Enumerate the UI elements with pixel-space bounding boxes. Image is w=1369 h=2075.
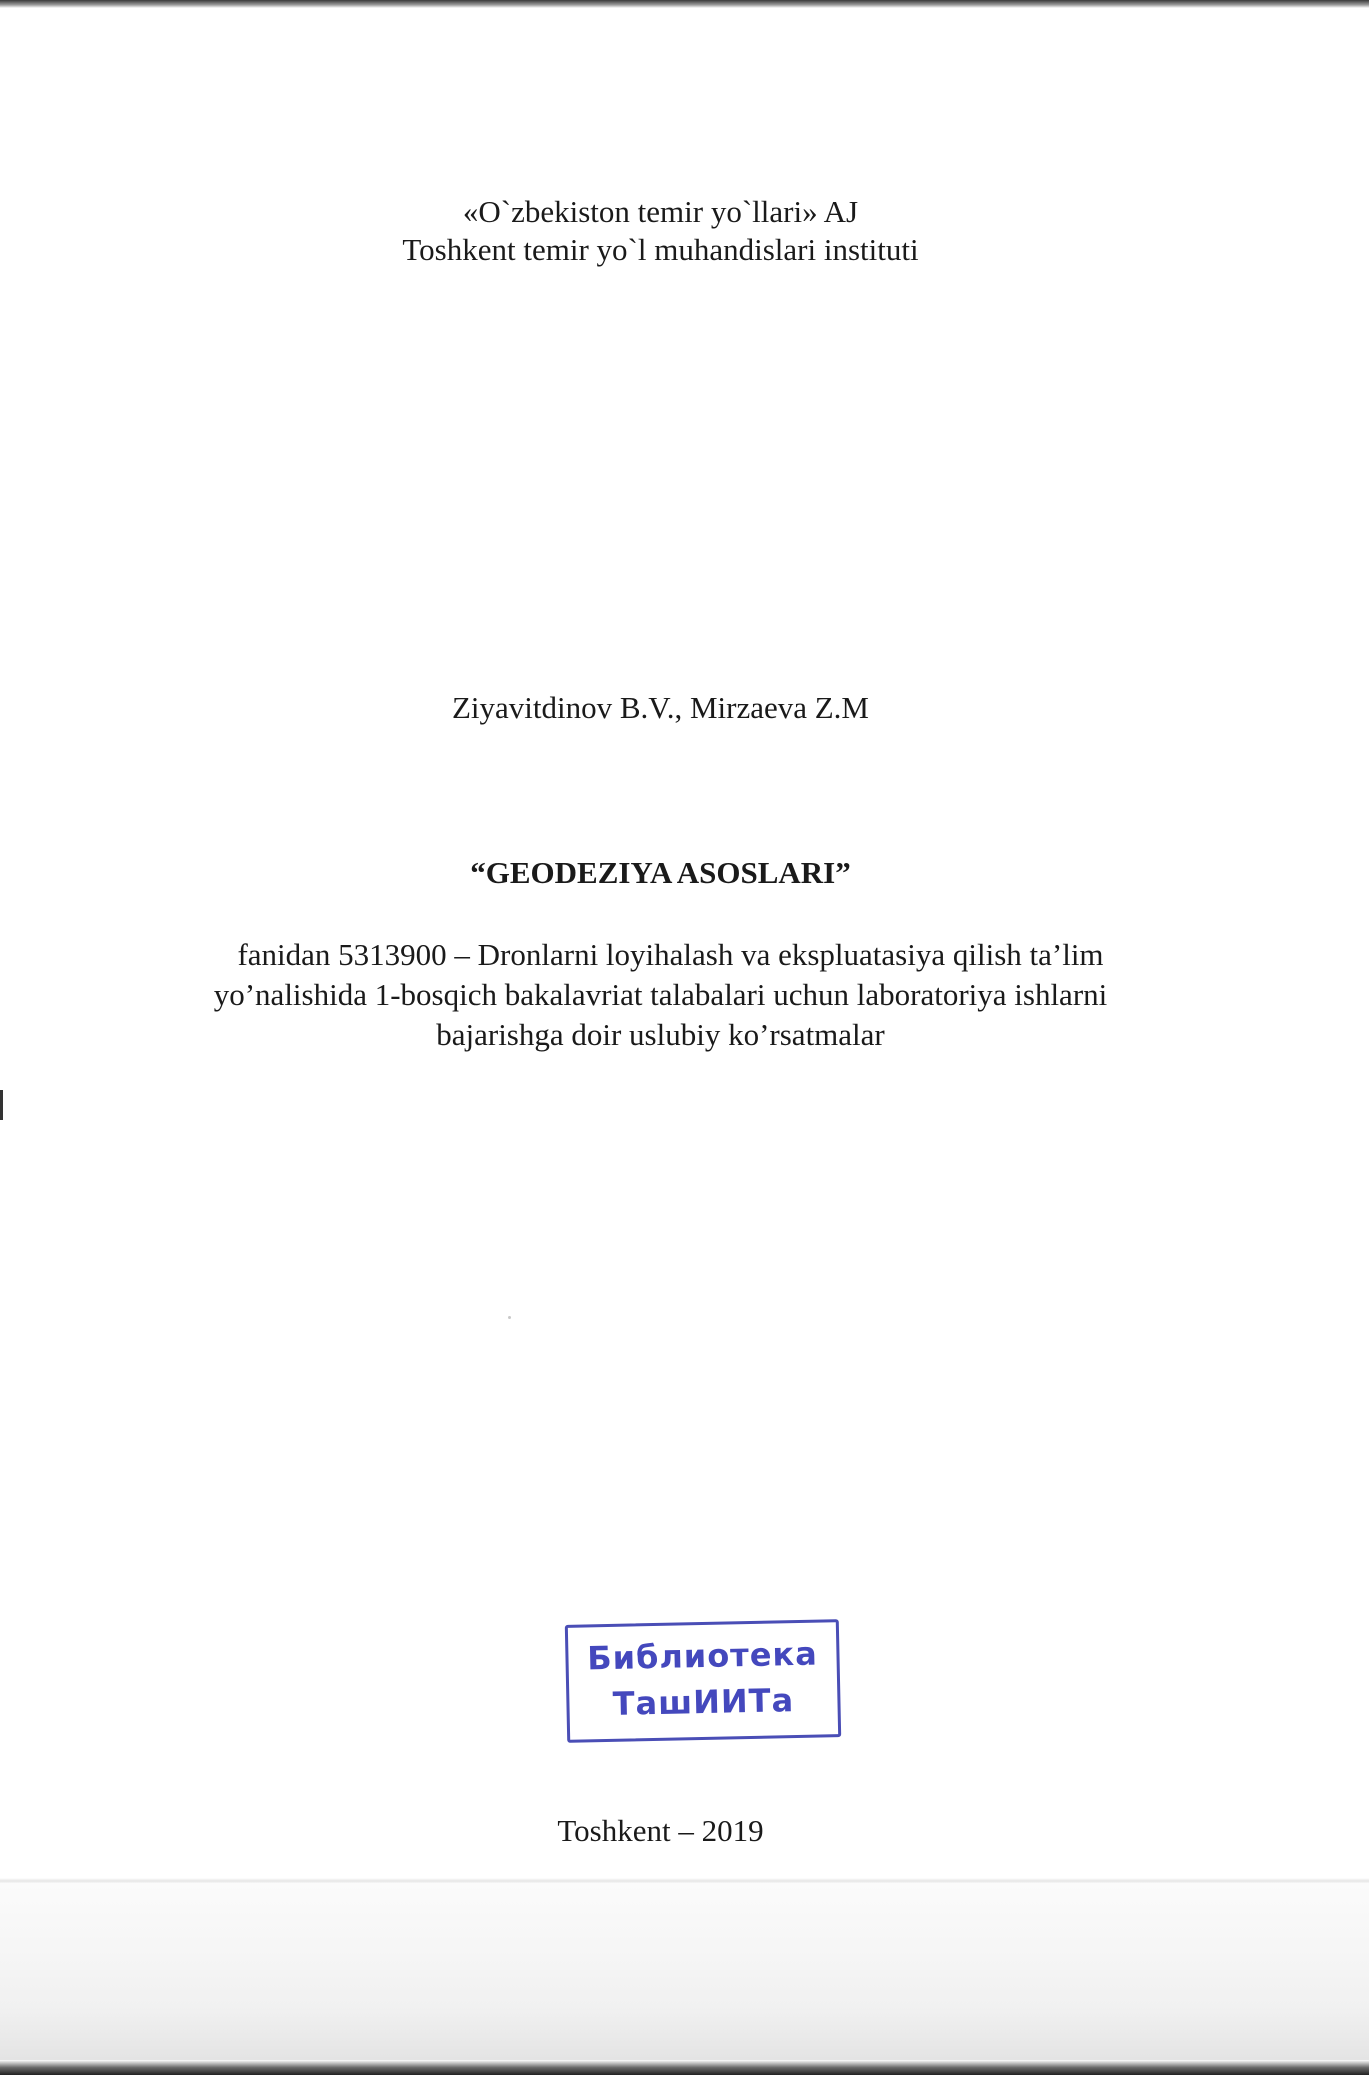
institute-name: Toshkent temir yo`l muhandislari instituti	[402, 232, 919, 267]
description-line-1: fanidan 5313900 – Dronlarni loyihalash va ekspluatasiya qilish ta’lim	[237, 937, 1104, 972]
scan-top-edge	[0, 0, 1369, 8]
organization-name: «O`zbekiston temir yo`llari» AJ	[462, 194, 859, 229]
city-year: Toshkent – 2019	[557, 1813, 764, 1848]
page-fold-shade	[0, 1884, 1369, 2060]
scan-dust-speck	[508, 1316, 511, 1319]
scan-bottom-edge	[0, 2060, 1369, 2075]
stamp-line-1: Библиотека	[586, 1634, 819, 1678]
document-title: “GEODEZIYA ASOSLARI”	[470, 855, 851, 890]
library-stamp	[565, 1619, 841, 1743]
description-line-2: yo’nalishida 1-bosqich bakalavriat talabalari uchun laboratoriya ishlarni	[213, 977, 1108, 1012]
scan-edge-mark	[0, 1090, 3, 1120]
stamp-line-2: ТашИИТа	[612, 1681, 795, 1723]
description-line-3: bajarishga doir uslubiy ko’rsatmalar	[436, 1017, 885, 1052]
authors: Ziyavitdinov B.V., Mirzaeva Z.M	[451, 690, 869, 725]
